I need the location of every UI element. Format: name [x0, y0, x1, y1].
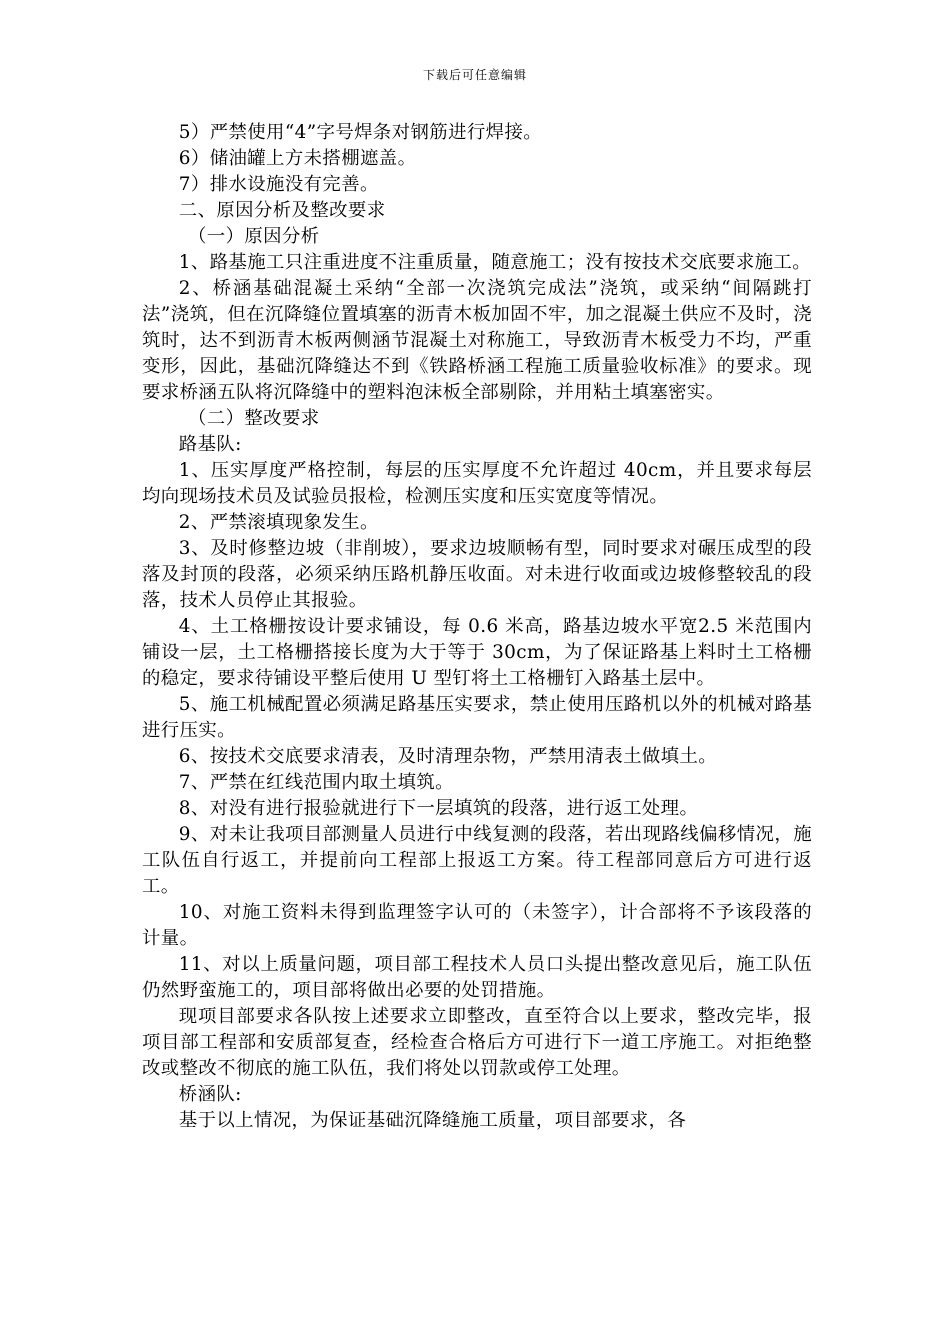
paragraph: 2、严禁滚填现象发生。 — [178, 512, 379, 533]
section-heading: 二、原因分析及整改要求 — [178, 200, 386, 221]
paragraph: 6）储油罐上方未搭棚遮盖。 — [178, 148, 417, 169]
team-label: 路基队: — [178, 434, 242, 455]
paragraph: 9、对未让我项目部测量人员进行中线复测的段落，若出现路线偏移情况，施工队伍自行返工，并提前向工程部上报返工方案。待工程部同意后方可进行返工。 — [142, 824, 812, 897]
paragraph: 7）排水设施没有完善。 — [178, 174, 379, 195]
paragraph: 5、施工机械配置必须满足路基压实要求，禁止使用压路机以外的机械对路基进行压实。 — [142, 694, 812, 741]
paragraph: 6、按技术交底要求清表，及时清理杂物，严禁用清表土做填土。 — [178, 746, 718, 767]
paragraph: 基于以上情况，为保证基础沉降缝施工质量，项目部要求，各 — [178, 1110, 687, 1131]
paragraph: 现项目部要求各队按上述要求立即整改，直至符合以上要求，整改完毕，报项目部工程部和安质部复查，经检查合格后方可进行下一道工序施工。对拒绝整改或整改不彻底的施工队伍，我们将处以罚款或停工处理。 — [142, 1006, 812, 1079]
document-body — [142, 120, 812, 1134]
subsection-heading: （一）原因分析 — [188, 226, 320, 247]
team-label: 桥涵队: — [178, 1084, 242, 1105]
paragraph: 1、压实厚度严格控制，每层的压实厚度不允许超过 40cm，并且要求每层均向现场技术员及试验员报检，检测压实度和压实宽度等情况。 — [142, 460, 812, 507]
paragraph: 11、对以上质量问题，项目部工程技术人员口头提出整改意见后，施工队伍仍然野蛮施工的，项目部将做出必要的处罚措施。 — [142, 954, 812, 1001]
subsection-heading: （二）整改要求 — [188, 408, 320, 429]
paragraph: 7、严禁在红线范围内取土填筑。 — [178, 772, 454, 793]
paragraph: 1、路基施工只注重进度不注重质量，随意施工；没有按技术交底要求施工。 — [178, 252, 811, 273]
paragraph: 5）严禁使用“4”字号焊条对钢筋进行焊接。 — [178, 122, 543, 143]
page-header: 下载后可任意编辑 — [422, 68, 527, 82]
paragraph: 2、桥涵基础混凝土采纳“全部一次浇筑完成法”浇筑，或采纳“间隔跳打法”浇筑，但在沉降缝位置填塞的沥青木板加固不牢，加之混凝土供应不及时，浇筑时，达不到沥青木板两侧涵节混凝土对称施工，导致沥青木板受力不均，严重变形，因此，基础沉降缝达不到《铁路桥涵工程施工质量验收标准》的要求。现要求桥涵五队将沉降缝中的塑料泡沫板全部剔除，并用粘土填塞密实。 — [142, 278, 812, 403]
paragraph: 8、对没有进行报验就进行下一层填筑的段落，进行返工处理。 — [178, 798, 699, 819]
paragraph: 10、对施工资料未得到监理签字认可的（未签字），计合部将不予该段落的计量。 — [142, 902, 812, 949]
paragraph: 3、及时修整边坡（非削坡），要求边坡顺畅有型，同时要求对碾压成型的段落及封顶的段落，必须采纳压路机静压收面。对未进行收面或边坡修整较乱的段落，技术人员停止其报验。 — [142, 538, 812, 611]
paragraph: 4、土工格栅按设计要求铺设，每 0.6 米高，路基边坡水平宽2.5 米范围内铺设一层，土工格栅搭接长度为大于等于 30cm，为了保证路基上料时土工格栅的稳定，要求待铺设平整后使用 U 型钉将土工格栅钉入路基土层中。 — [142, 616, 812, 689]
